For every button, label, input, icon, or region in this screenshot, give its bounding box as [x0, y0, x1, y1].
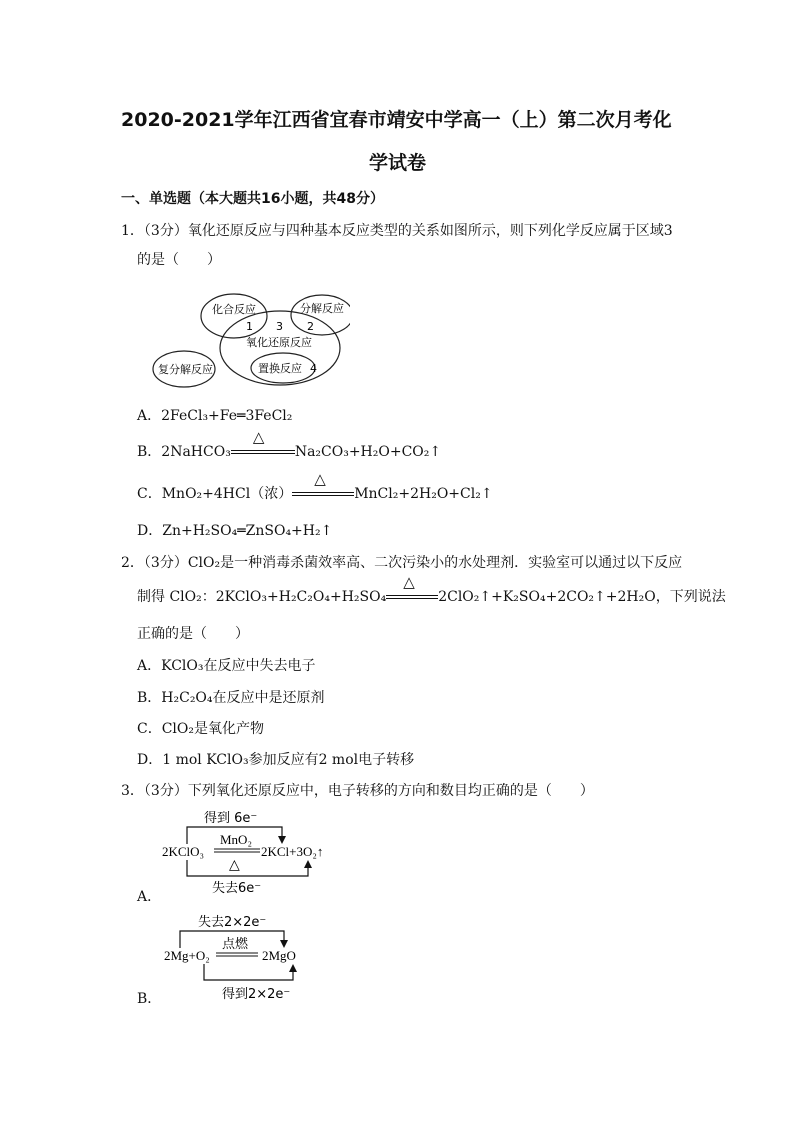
question-1-stem: 1．（3分）氧化还原反应与四种基本反应类型的关系如图所示，则下列化学反应属于区域3	[121, 223, 673, 239]
q1-option-d: D．Zn+H₂SO₄═ZnSO₄+H₂↑	[137, 523, 333, 539]
product: 2MgO	[262, 948, 296, 963]
heat-symbol: △	[403, 573, 415, 591]
q2-option-d: D．1 mol KClO₃参加反应有2 mol电子转移	[137, 752, 415, 768]
q1-option-c-left: C．MnO₂+4HCl（浓）	[137, 486, 293, 502]
page-title: 2020-2021学年江西省宜春市靖安中学高一（上）第二次月考化	[121, 109, 672, 131]
q1-option-b-left: B．2NaHCO₃	[137, 444, 231, 460]
q2-option-c: C．ClO₂是氧化产物	[137, 721, 264, 737]
region-1: 1	[246, 320, 253, 333]
q3-option-a-label: A．	[137, 889, 162, 905]
q2-equation-left: 制得 ClO₂：2KClO₃+H₂C₂O₄+H₂SO₄	[137, 589, 387, 605]
reactant: 2KClO₃	[162, 844, 205, 859]
label-redox: 氧化还原反应	[246, 336, 312, 349]
label-decomposition: 分解反应	[300, 302, 344, 315]
q2-equation-right: 2ClO₂↑+K₂SO₄+2CO₂↑+2H₂O，下列说法	[438, 589, 726, 605]
region-2: 2	[307, 320, 314, 333]
loss-label: 失去6e⁻	[212, 881, 262, 896]
question-2-stem: 2．（3分）ClO₂是一种消毒杀菌效率高、二次污染小的水处理剂．实验室可以通过以下反应	[121, 555, 683, 571]
page-title-continued: 学试卷	[369, 152, 427, 174]
electron-transfer-figure-a	[160, 806, 340, 898]
q2-option-a: A．KClO₃在反应中失去电子	[137, 658, 316, 674]
reactant: 2Mg+O₂	[164, 948, 210, 963]
q1-option-b-right: Na₂CO₃+H₂O+CO₂↑	[294, 444, 442, 460]
q1-option-c	[137, 470, 493, 503]
loss-label: 失去2×2e⁻	[198, 915, 267, 930]
question-3-stem: 3．（3分）下列氧化还原反应中，电子转移的方向和数目均正确的是（ ）	[121, 783, 594, 799]
condition-label: 点燃	[222, 937, 249, 952]
section-header: 一、单选题（本大题共16小题，共48分）	[121, 191, 384, 207]
reaction-type-venn-diagram	[150, 288, 350, 388]
label-combination: 化合反应	[212, 303, 256, 316]
q1-option-a: A．2FeCl₃+Fe═3FeCl₂	[137, 408, 293, 424]
q2-option-b: B．H₂C₂O₄在反应中是还原剂	[137, 690, 325, 706]
q3-option-b-label: B．	[137, 991, 162, 1007]
region-4: 4	[310, 362, 317, 375]
gain-label: 得到2×2e⁻	[222, 987, 291, 1002]
gain-label: 得到 6e⁻	[204, 811, 258, 826]
region-3: 3	[276, 320, 283, 333]
product: 2KCl+3O₂↑	[261, 844, 324, 859]
q1-option-c-right: MnCl₂+2H₂O+Cl₂↑	[354, 486, 493, 502]
question-2-stem-equation	[137, 573, 726, 606]
electron-transfer-figure-b	[160, 910, 340, 1004]
heat-symbol: △	[314, 470, 326, 488]
label-double-replacement: 复分解反应	[158, 363, 213, 376]
question-2-stem-continued: 正确的是（ ）	[137, 626, 249, 642]
question-1-stem-continued: 的是（ ）	[137, 252, 221, 268]
heat-symbol: △	[252, 428, 265, 446]
q1-option-b	[137, 428, 442, 461]
catalyst-label: MnO₂	[220, 832, 252, 847]
heat-symbol: △	[229, 857, 240, 873]
label-substitution: 置换反应	[258, 362, 302, 375]
